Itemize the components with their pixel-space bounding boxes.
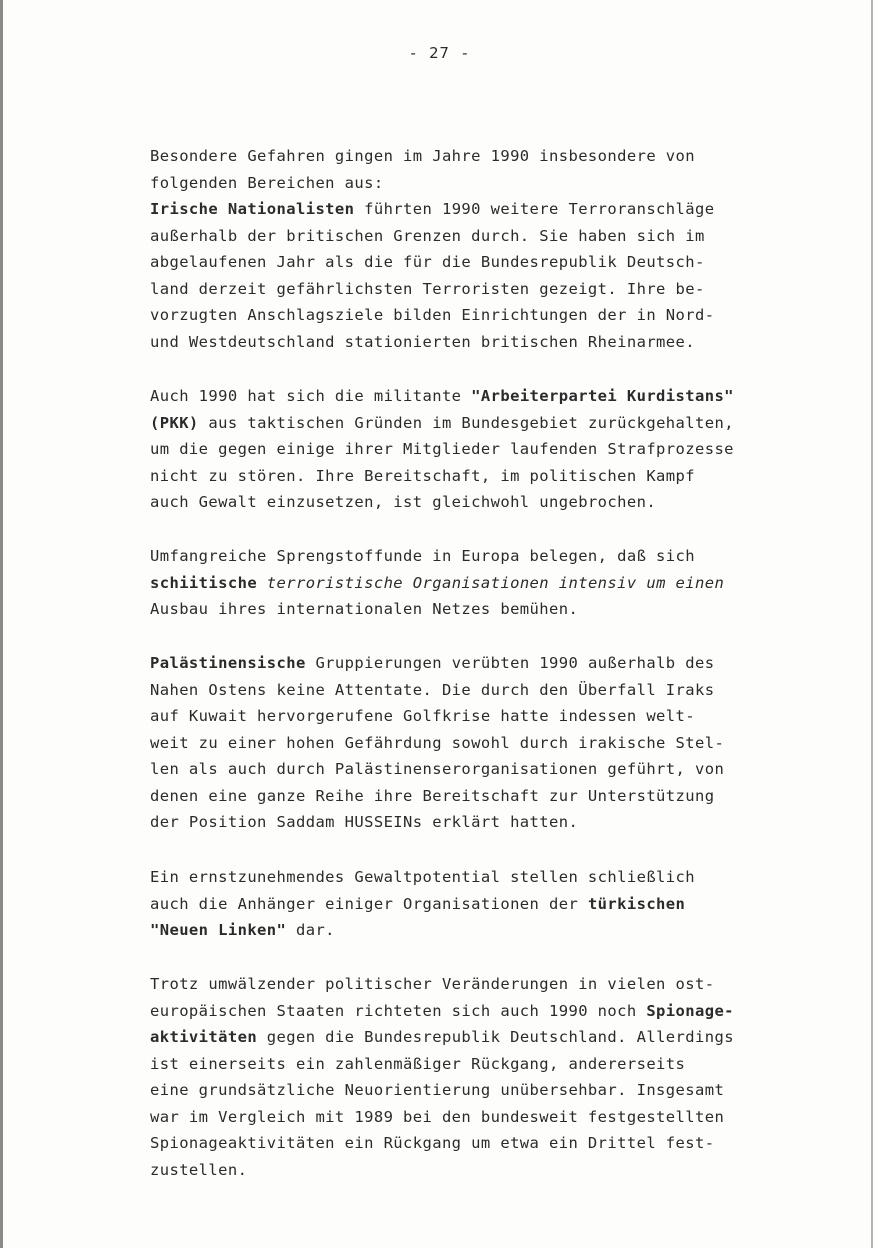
text-line	[150, 196, 810, 223]
text-run: auch die Anhänger einiger Organisationen der	[150, 894, 588, 913]
text-run: len als auch durch Palästinenserorganisationen geführt, von	[150, 760, 725, 778]
text-line	[150, 436, 810, 463]
paragraph-pkk	[150, 383, 810, 516]
text-line	[150, 783, 810, 810]
text-line	[150, 864, 810, 891]
text-line	[150, 998, 810, 1025]
emphasized-text: aktivitäten	[150, 1028, 258, 1046]
paragraph-turkish-new-left	[150, 864, 810, 944]
text-run: eine grundsätzliche Neuorientierung unübersehbar. Insgesamt	[150, 1081, 725, 1099]
emphasized-text: "Arbeiterpartei Kurdistans"	[471, 387, 734, 405]
text-run: Umfangreiche Sprengstoffunde in Europa belegen, daß sich	[150, 547, 695, 565]
paragraph-shiite-organisations	[150, 543, 810, 623]
text-line	[150, 730, 810, 757]
text-line	[150, 410, 810, 437]
text-line	[150, 1130, 810, 1157]
text-line	[150, 703, 810, 730]
text-line	[150, 329, 810, 356]
text-run: terroristische Organisationen intensiv um einen	[257, 573, 725, 592]
text-line	[150, 596, 810, 623]
text-run: auch Gewalt einzusetzen, ist gleichwohl ungebrochen.	[150, 493, 657, 511]
emphasized-text: schiitische	[150, 573, 258, 592]
text-line	[150, 276, 810, 303]
text-run: Spionageaktivitäten ein Rückgang um etwa ein Drittel fest-	[150, 1134, 715, 1152]
text-line	[150, 677, 810, 704]
text-line	[150, 891, 810, 918]
text-line	[150, 1024, 810, 1051]
text-line	[150, 170, 810, 197]
text-run: auf Kuwait hervorgerufene Golfkrise hatte indessen welt-	[150, 707, 695, 725]
text-run: Ein ernstzunehmendes Gewaltpotential stellen schließlich	[150, 868, 695, 886]
text-line	[150, 809, 810, 836]
text-run: führten 1990 weitere Terroranschläge	[354, 200, 715, 218]
text-line	[150, 543, 810, 570]
text-line	[150, 143, 810, 170]
text-line	[150, 302, 810, 329]
emphasized-text: (PKK)	[150, 413, 199, 432]
emphasized-text: "Neuen Linken"	[150, 921, 287, 939]
text-line	[150, 917, 810, 944]
text-run: Besondere Gefahren gingen im Jahre 1990 insbesondere von	[150, 147, 695, 165]
text-run: weit zu einer hohen Gefährdung sowohl durch irakische Stel-	[150, 733, 725, 752]
text-run: gegen die Bundesrepublik Deutschland. Allerdings	[257, 1028, 734, 1046]
paragraph-espionage	[150, 971, 810, 1183]
text-line	[150, 383, 810, 410]
text-run: und Westdeutschland stationierten britischen Rheinarmee.	[150, 332, 695, 351]
text-run: Nahen Ostens keine Attentate. Die durch den Überfall Iraks	[150, 680, 715, 699]
text-run: um die gegen einige ihrer Mitglieder laufenden Strafprozesse	[150, 440, 734, 458]
text-run: ist einerseits ein zahlenmäßiger Rückgang, andererseits	[150, 1054, 686, 1073]
text-line	[150, 1077, 810, 1104]
text-run: Trotz umwälzender politischer Veränderungen in vielen ost-	[150, 975, 715, 993]
text-run: land derzeit gefährlichsten Terroristen gezeigt. Ihre be-	[150, 279, 705, 298]
text-line	[150, 489, 810, 516]
text-line	[150, 223, 810, 250]
text-run: vorzugten Anschlagsziele bilden Einrichtungen der in Nord-	[150, 306, 715, 324]
text-run: Auch 1990 hat sich die militante	[150, 387, 472, 405]
text-run: abgelaufenen Jahr als die für die Bundesrepublik Deutsch-	[150, 253, 705, 271]
emphasized-text: Palästinensische	[150, 654, 306, 672]
text-line	[150, 756, 810, 783]
emphasized-text: Spionage-	[646, 1001, 734, 1020]
text-line	[150, 249, 810, 276]
paragraph-palestinian-groups	[150, 650, 810, 836]
text-run: zustellen.	[150, 1160, 248, 1179]
text-line	[150, 1051, 810, 1078]
text-run: außerhalb der britischen Grenzen durch. Sie haben sich im	[150, 226, 705, 245]
text-run: Ausbau ihres internationalen Netzes bemühen.	[150, 600, 579, 618]
emphasized-text: türkischen	[587, 894, 686, 913]
text-run: europäischen Staaten richteten sich auch 1990 noch	[150, 1001, 647, 1020]
paragraph-threat-overview	[150, 143, 810, 355]
text-line	[150, 650, 810, 677]
text-line	[150, 1104, 810, 1131]
text-run: aus taktischen Gründen im Bundesgebiet zurückgehalten,	[198, 413, 734, 432]
text-run: denen eine ganze Reihe ihre Bereitschaft zur Unterstützung	[150, 786, 715, 805]
page-number: - 27 -	[408, 44, 471, 62]
text-run: Gruppierungen verübten 1990 außerhalb des	[305, 654, 715, 672]
text-run: folgenden Bereichen aus:	[150, 173, 384, 192]
text-run: dar.	[286, 921, 335, 939]
emphasized-text: Irische Nationalisten	[150, 200, 355, 218]
text-line	[150, 463, 810, 490]
text-run: war im Vergleich mit 1989 bei den bundesweit festgestellten	[150, 1107, 725, 1126]
text-line	[150, 1157, 810, 1184]
text-run: der Position Saddam HUSSEINs erklärt hatten.	[150, 813, 579, 831]
text-run: nicht zu stören. Ihre Bereitschaft, im politischen Kampf	[150, 466, 695, 485]
text-line	[150, 971, 810, 998]
text-line	[150, 570, 810, 597]
